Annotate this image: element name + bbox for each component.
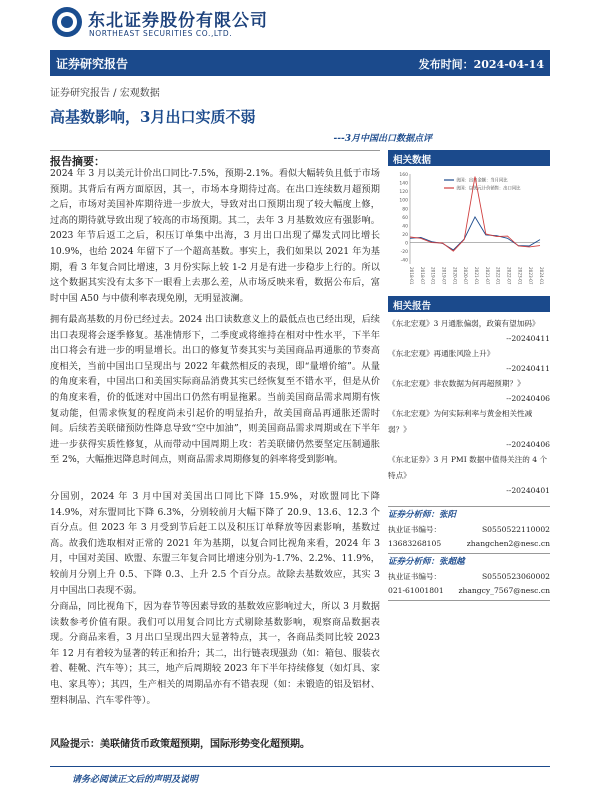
y-tick-label: 100: [399, 198, 408, 204]
related-report-title[interactable]: 《东北宏观》再通胀风险上升》: [388, 349, 495, 358]
related-report-item[interactable]: [388, 316, 550, 346]
x-tick-label: 2020-01: [452, 267, 458, 285]
related-report-date: --20240406: [506, 440, 550, 449]
related-report-title[interactable]: 《东北证券》3 月 PMI 数据中值得关注的 4 个特点》: [388, 455, 548, 480]
x-tick-label: 2022-01: [495, 267, 501, 285]
analyst-panel: [388, 504, 550, 601]
related-report-date: --20240411: [506, 334, 550, 343]
summary-heading: 报告摘要：: [50, 150, 380, 169]
divider: [388, 600, 550, 601]
report-type-label: 证券研究报告: [56, 57, 129, 71]
related-report-date: --20240401: [506, 486, 550, 495]
analyst-phone: 021-61001801: [388, 586, 444, 595]
legend-label: 美国：以美元计价销售：出口同比: [456, 186, 521, 192]
analyst-license-label: 执业证书编号：: [388, 525, 442, 534]
y-tick-label: 140: [399, 181, 408, 187]
related-report-item[interactable]: [388, 406, 550, 452]
y-tick-label: 80: [402, 207, 408, 213]
related-report-title[interactable]: 《东北宏观》非农数据为何再超预期？》: [388, 379, 525, 388]
footer-divider: [50, 766, 550, 767]
analyst-contact-row: [388, 537, 550, 551]
related-data-panel: [388, 150, 550, 300]
summary-paragraph-2: 拥有最高基数的月份已经过去。2024 出口读数意义上的最低点也已经出现，后续出口表现将会逐季修复。基准情形下，二季度或将维持在相对中性水平，下半年出口将会有进一步的明显增长。出口的修复节奏其实与美国商品再通胀的节奏高度相关，当前中国出口呈现出与 2022 年截然相反的表现，即“量增价缩”。从量的角度来看，中国出口和美国实际商品消费其实已经恢复至不错水平，但是从价的角度来看，价的低迷对中国出口仍然有明显拖累。当前美国商品需求周期有恢复动能，但需求恢复的程度尚未引起价的明显抬升，故美国商品再通胀还需时间。后续若美联储预防性降息导致“空中加油”，则美国商品需求周期或在下半年进一步获得实质性修复，从而带动中国周期上攻：若美联储仍然要坚定压制通胀至 2%，大幅推迟降息时间点，则商品需求周期修复的斜率将受到影响。: [50, 314, 380, 466]
x-tick-label: 2023-07: [528, 267, 534, 285]
x-tick-label: 2020-07: [463, 267, 469, 285]
x-tick-label: 2021-07: [484, 267, 490, 285]
x-tick-label: 2019-01: [430, 267, 436, 285]
related-reports-heading: 相关报告: [388, 296, 550, 312]
related-report-date: --20240406: [506, 394, 550, 403]
y-tick-label: 160: [399, 173, 408, 178]
summary-paragraph-1: 2024 年 3 月以美元计价出口同比-7.5%，预期-2.1%。看似大幅转负且低于市场预期。其背后有两方面原因，其一，市场本身期待过高。在出口连续数月超预期之后，市场对美国补库期待进一步放大，导致对出口预期出现了较大幅度上修，过高的期待就导致出现了较高的市场预期。其二，去年 3 月基数效应有强影响。2023 年节后返工之后，积压订单集中出海，3 月出口出现了爆发式同比增长 10.9%，也给 2024 年留下了一个超高基数。事实上，我们如果以 2021 年为基期，看 3 年复合同比增速，3 月份实际上较 1-2 月是有进一步稳步上行的。所以这个数据其实没有太多下一眼看上去那么差，从市场反映来看，数据公布后，富时中国 A50 与中债利率表现免刚，无明显波澜。: [50, 168, 380, 304]
y-tick-label: -40: [400, 258, 408, 264]
publish-date: 发布时间：2024-04-14: [418, 58, 544, 71]
legend-label: 美国：出口金额：当月同比: [456, 178, 508, 184]
y-tick-label: 0: [405, 241, 408, 247]
analyst-license-row: [388, 523, 550, 537]
footer-disclaimer: 请务必阅读正文后的声明及说明: [72, 775, 199, 785]
company-name-en: NORTHEAST SECURITIES CO.,LTD.: [89, 29, 233, 38]
risk-notice: 风险提示：美联储货币政策超预期，国际形势变化超预期。: [50, 739, 310, 750]
chart-svg: [388, 166, 550, 300]
related-data-heading: 相关数据: [388, 150, 550, 166]
analyst-license-no: S0550523060002: [481, 572, 550, 581]
analyst-email[interactable]: zhangcy_7567@nesc.cn: [458, 586, 550, 595]
analyst-contact-row: [388, 584, 550, 598]
y-tick-label: 20: [402, 233, 408, 238]
related-report-item[interactable]: [388, 376, 550, 406]
page-header: [0, 0, 600, 50]
related-report-item[interactable]: [388, 452, 550, 498]
report-title: 高基数影响，3月出口实质不弱: [50, 108, 256, 126]
export-growth-chart: [388, 166, 550, 300]
analyst-license-no: S0550522110002: [481, 525, 550, 534]
x-tick-label: 2019-07: [441, 267, 447, 285]
company-logo-icon: [52, 7, 82, 37]
analyst-license-row: [388, 570, 550, 584]
x-tick-label: 2024-01: [539, 267, 544, 285]
analyst-license-label: 执业证书编号：: [388, 572, 442, 581]
analyst-name: 证券分析师：张阳: [388, 510, 457, 520]
related-reports-panel: [388, 296, 550, 498]
analyst-phone: 13683268105: [388, 539, 442, 548]
analyst-name: 证券分析师：张超越: [388, 557, 465, 567]
related-report-date: --20240411: [506, 364, 550, 373]
y-tick-label: 60: [402, 215, 408, 221]
related-report-title[interactable]: 《东北宏观》3 月通胀偏弱，政策有望加码》: [388, 319, 540, 328]
report-subtitle: ---3月中国出口数据点评: [333, 134, 432, 144]
x-tick-label: 2018-07: [419, 267, 425, 285]
summary-paragraph-4: 分商品，同比视角下，因为春节等因素导致的基数效应影响过大，所以 3 月数据读数参考价值有限。我们可以用复合同比方式剔除基数影响，观察商品数据表现。分商品来看，3 月出口呈现出四大显著特点，其一，各商品类同比较 2023 年 12 月有着较为显著的转正和抬升；其二，出行链表现强劲（如：箱包、服装衣着、鞋靴、汽车等）；其三，地产后周期较 2023 年下半年持续修复（如灯具、家电、家具等）；其四，生产相关的周期品亦有不错表现（如：未锻造的铝及铝材、塑料制品、汽车零件等）。: [50, 601, 380, 706]
company-name-cn: 东北证券股份有限公司: [88, 11, 268, 31]
y-tick-label: -20: [400, 250, 408, 256]
related-report-title[interactable]: 《东北宏观》为何实际利率与黄金相关性减弱？》: [388, 409, 533, 434]
y-tick-label: 40: [402, 224, 408, 230]
x-tick-label: 2023-01: [517, 267, 523, 285]
breadcrumb: 证券研究报告 / 宏观数据: [50, 88, 160, 99]
y-tick-label: 120: [399, 190, 408, 196]
x-tick-label: 2018-01: [409, 267, 414, 285]
analyst-email[interactable]: zhangchen2@nesc.cn: [466, 539, 550, 548]
related-report-item[interactable]: [388, 346, 550, 376]
report-banner: [50, 50, 550, 76]
x-tick-label: 2022-07: [506, 267, 512, 285]
summary-paragraph-3: 分国别，2024 年 3 月中国对美国出口同比下降 15.9%，对欧盟同比下降 14.9%，对东盟同比下降 6.3%，分别较前月大幅下降了 20.9、13.6、12.3 个百分点。但 2023 年 3 月受到节后赶工以及积压订单释放等因素影响，基数过高。故我们选取相对正常的 2021 年为基期，以复合同比视角来看，2024 年 3 月，中国对美国、欧盟、东盟三年复合同比增速分别为-1.7%、2.2%、11.9%，较前月分别上升 0.5、下降 0.3、上升 2.5 个百分点。故除去基数效应，其实 3 月中国出口表现不弱。: [50, 491, 380, 596]
x-tick-label: 2021-01: [474, 267, 479, 285]
series-line: [410, 217, 540, 250]
